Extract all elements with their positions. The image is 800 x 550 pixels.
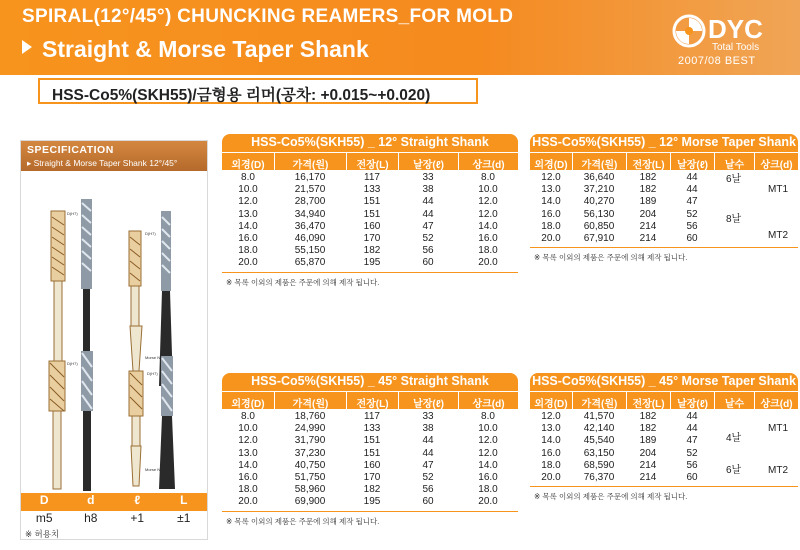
table-cell: 58,960 xyxy=(294,484,326,496)
table-cell: 65,870 xyxy=(294,257,326,269)
table-cell: 151 xyxy=(363,208,381,220)
table-cell: 10.0 xyxy=(478,184,498,196)
table-cell: 18.0 xyxy=(478,484,498,496)
table-cell: 14.0 xyxy=(478,220,498,232)
table-cell: 68,590 xyxy=(583,459,615,471)
table-cell: 37,230 xyxy=(294,447,326,459)
table-cell: 33 xyxy=(422,172,434,183)
table-cell: 56 xyxy=(422,484,434,496)
table-cell: 195 xyxy=(363,496,381,508)
page-title: SPIRAL(12°/45°) CHUNCKING REAMERS_FOR MOLD xyxy=(22,6,514,27)
tolerance-header: L xyxy=(180,493,188,507)
table-cell: 8.0 xyxy=(241,172,255,183)
table-cell: 44 xyxy=(422,447,434,459)
table-cell: 151 xyxy=(363,447,381,459)
table-cell: 76,370 xyxy=(583,471,615,483)
table-cell: 160 xyxy=(363,459,381,471)
table-cell: 52 xyxy=(686,208,698,220)
table-title: HSS-Co5%(SKH55) _ 12° Straight Shank xyxy=(222,134,518,152)
page-subtitle xyxy=(22,36,369,63)
table-cell: 10.0 xyxy=(238,184,258,196)
table-cell: 18.0 xyxy=(541,220,561,232)
table-row xyxy=(530,423,798,435)
column-header: 가격(원) xyxy=(274,153,346,170)
column-header: 날수 xyxy=(714,153,754,170)
table-cell: 12.0 xyxy=(478,447,498,459)
tolerance-value: h8 xyxy=(84,511,98,525)
table-cell: 12.0 xyxy=(478,196,498,208)
table-cell: 55,150 xyxy=(294,245,326,257)
table-cell: 56 xyxy=(686,459,698,471)
table-cell: 14.0 xyxy=(238,459,258,471)
table-cell: 160 xyxy=(363,220,381,232)
tolerance-value: ±1 xyxy=(177,511,191,525)
shank-type: MT2 xyxy=(768,230,788,241)
table-cell: 20.0 xyxy=(541,232,561,244)
table-cell: 56 xyxy=(422,245,434,257)
table-cell: 16.0 xyxy=(541,447,561,459)
flute-count: 8날 xyxy=(726,214,742,225)
table-row xyxy=(222,460,518,472)
table-cell: 44 xyxy=(686,184,698,196)
spec-header xyxy=(21,141,207,171)
flute-count: 4날 xyxy=(726,433,742,444)
table-row xyxy=(222,484,518,496)
table-cell: 69,900 xyxy=(294,496,326,508)
table-cell: 12.0 xyxy=(541,172,561,183)
table-cell: 44 xyxy=(422,208,434,220)
column-header: 가격(원) xyxy=(274,392,346,409)
table-cell: 20.0 xyxy=(238,496,258,508)
reamer-drawing-morse-12 xyxy=(129,231,142,371)
table-cell: 214 xyxy=(639,220,657,232)
table-cell: 56 xyxy=(686,220,698,232)
table-header-row xyxy=(222,391,518,409)
table-cell: 18.0 xyxy=(541,459,561,471)
table-cell: 189 xyxy=(639,196,657,208)
table-cell: 47 xyxy=(422,220,434,232)
table-note: ※ 목록 이외의 제품은 주문에 의해 제작 됩니다. xyxy=(226,516,380,526)
table-cell: 195 xyxy=(363,257,381,269)
column-header: 날수 xyxy=(714,392,754,409)
page-header xyxy=(0,0,800,75)
table-cell: 13.0 xyxy=(541,184,561,196)
column-header: 외경(D) xyxy=(231,399,265,410)
column-header: 전장(L) xyxy=(346,153,398,170)
table-cell: 133 xyxy=(363,423,381,435)
table-cell: 60 xyxy=(686,471,698,483)
table-cell: 13.0 xyxy=(541,423,561,435)
column-header: 전장(L) xyxy=(626,153,670,170)
table-cell: 16.0 xyxy=(238,471,258,483)
reamer-drawing-morse-45 xyxy=(129,371,143,486)
table-row xyxy=(222,221,518,233)
column-header: 가격(원) xyxy=(572,392,626,409)
table-45-straight-shank xyxy=(222,373,518,527)
table-12-straight-shank xyxy=(222,134,518,288)
table-cell: 214 xyxy=(639,232,657,244)
tolerance-header-row xyxy=(21,493,207,511)
table-cell: 151 xyxy=(363,196,381,208)
shank-type: MT1 xyxy=(768,184,788,195)
table-cell: 67,910 xyxy=(583,232,615,244)
table-cell: 33 xyxy=(422,411,434,422)
table-cell: 170 xyxy=(363,232,381,244)
table-row xyxy=(222,172,518,184)
tolerance-header: ℓ xyxy=(134,493,141,507)
column-header: 외경(D) xyxy=(231,160,265,171)
table-cell: 8.0 xyxy=(241,411,255,422)
tolerance-value: m5 xyxy=(35,511,53,525)
table-cell: 182 xyxy=(639,411,657,422)
table-cell: 63,150 xyxy=(583,447,615,459)
table-row xyxy=(530,435,798,447)
triangle-bullet-icon xyxy=(22,40,32,54)
table-cell: 47 xyxy=(422,459,434,471)
table-cell: 18,760 xyxy=(294,411,326,422)
reamer-drawings xyxy=(21,171,207,493)
table-cell: 37,210 xyxy=(583,184,615,196)
table-row xyxy=(222,435,518,447)
column-header: 상크(d) xyxy=(754,153,798,170)
table-cell: 182 xyxy=(639,184,657,196)
table-cell: 21,570 xyxy=(294,184,326,196)
table-row xyxy=(222,411,518,423)
table-cell: 14.0 xyxy=(238,220,258,232)
table-cell: 16.0 xyxy=(478,232,498,244)
table-row xyxy=(530,472,798,484)
table-cell: 42,140 xyxy=(583,423,615,435)
table-cell: 13.0 xyxy=(238,447,258,459)
tolerance-note: ※ 허용치 xyxy=(25,529,60,539)
table-cell: 20.0 xyxy=(478,257,498,269)
table-cell: 40,270 xyxy=(583,196,615,208)
logo-award: 2007/08 BEST xyxy=(678,55,756,67)
table-cell: 182 xyxy=(639,423,657,435)
table-row xyxy=(530,460,798,472)
table-cell: 204 xyxy=(639,447,657,459)
table-cell: 41,570 xyxy=(583,411,615,422)
table-row xyxy=(222,209,518,221)
table-header-row xyxy=(530,391,798,409)
table-cell: 182 xyxy=(363,484,381,496)
table-note: ※ 목록 이외의 제품은 주문에 의해 제작 됩니다. xyxy=(226,277,380,287)
table-cell: 189 xyxy=(639,435,657,447)
column-header: 상크(d) xyxy=(458,392,518,409)
table-cell: 60 xyxy=(422,496,434,508)
table-cell: 18.0 xyxy=(238,245,258,257)
spec-title: SPECIFICATION xyxy=(27,144,114,156)
table-cell: 151 xyxy=(363,435,381,447)
column-header: 외경(D) xyxy=(534,160,568,171)
table-row xyxy=(530,233,798,245)
table-cell: 28,700 xyxy=(294,196,326,208)
table-cell: 36,470 xyxy=(294,220,326,232)
spec-subtitle-text: Straight & Morse Taper Shank 12°/45° xyxy=(33,158,178,168)
table-cell: 117 xyxy=(364,411,380,422)
table-cell: 44 xyxy=(686,423,698,435)
table-cell: 47 xyxy=(686,196,698,208)
table-title: HSS-Co5%(SKH55) _ 45° Straight Shank xyxy=(222,373,518,391)
table-row xyxy=(222,448,518,460)
table-cell: 34,940 xyxy=(294,208,326,220)
drawing-label-morse: Morse N° xyxy=(145,355,162,360)
table-cell: 60,850 xyxy=(583,220,615,232)
table-cell: 12.0 xyxy=(238,435,258,447)
column-header: 전장(L) xyxy=(346,392,398,409)
table-cell: 10.0 xyxy=(478,423,498,435)
tolerance-header: D xyxy=(39,493,49,507)
table-cell: 10.0 xyxy=(238,423,258,435)
logo-name: DYC xyxy=(708,14,763,44)
reamer-photo-straight-45 xyxy=(81,351,93,491)
table-row xyxy=(530,184,798,196)
table-row xyxy=(530,196,798,208)
flute-count: 6날 xyxy=(726,174,742,185)
column-header: 날장(ℓ) xyxy=(398,153,458,170)
table-body xyxy=(222,409,518,512)
reamer-drawing-straight-12 xyxy=(51,211,65,381)
tolerance-value: +1 xyxy=(130,511,145,525)
material-subtitle: HSS-Co5%(SKH55)/금형용 리머(공차: +0.015~+0.020) xyxy=(38,78,478,104)
drawing-label-dh7: D(H7) xyxy=(67,211,78,216)
tolerance-header: d xyxy=(87,493,95,507)
table-cell: 12.0 xyxy=(478,435,498,447)
table-cell: 20.0 xyxy=(238,257,258,269)
table-row xyxy=(222,496,518,508)
table-cell: 38 xyxy=(422,184,434,196)
table-cell: 8.0 xyxy=(481,172,495,183)
table-cell: 36,640 xyxy=(583,172,615,183)
table-cell: 51,750 xyxy=(294,471,326,483)
table-cell: 44 xyxy=(686,172,698,183)
table-cell: 40,750 xyxy=(294,459,326,471)
spec-subtitle: ▸ Straight & Morse Taper Shank 12°/45° xyxy=(27,158,178,168)
table-cell: 44 xyxy=(422,196,434,208)
table-row xyxy=(222,233,518,245)
shank-type: MT1 xyxy=(768,423,788,434)
table-cell: 20.0 xyxy=(541,471,561,483)
page-subtitle-text: Straight & Morse Taper Shank xyxy=(42,36,369,62)
table-row xyxy=(530,209,798,221)
table-45-morse-taper-shank xyxy=(530,373,798,502)
column-header: 날장(ℓ) xyxy=(670,392,714,409)
table-body xyxy=(530,170,798,248)
table-cell: 16,170 xyxy=(294,172,326,183)
dyc-logo-icon xyxy=(672,14,706,48)
column-header: 상크(d) xyxy=(754,392,798,409)
table-row xyxy=(222,245,518,257)
table-cell: 12.0 xyxy=(478,208,498,220)
table-cell: 24,990 xyxy=(294,423,326,435)
table-cell: 52 xyxy=(686,447,698,459)
table-cell: 133 xyxy=(363,184,381,196)
table-cell: 12.0 xyxy=(238,196,258,208)
table-body xyxy=(530,409,798,487)
table-cell: 47 xyxy=(686,435,698,447)
table-cell: 170 xyxy=(363,471,381,483)
table-cell: 182 xyxy=(363,245,381,257)
table-cell: 204 xyxy=(639,208,657,220)
table-row xyxy=(530,411,798,423)
table-cell: 16.0 xyxy=(541,208,561,220)
table-cell: 60 xyxy=(422,257,434,269)
column-header: 가격(원) xyxy=(572,153,626,170)
table-row xyxy=(222,257,518,269)
drawing-label-dh7: D(H7) xyxy=(67,361,78,366)
table-cell: 52 xyxy=(422,471,434,483)
table-row xyxy=(222,423,518,435)
table-row xyxy=(530,448,798,460)
shank-type: MT2 xyxy=(768,465,788,476)
table-cell: 14.0 xyxy=(478,459,498,471)
table-cell: 182 xyxy=(639,172,657,183)
table-row xyxy=(530,172,798,184)
specification-panel xyxy=(20,140,208,540)
table-title: HSS-Co5%(SKH55) _ 12° Morse Taper Shank xyxy=(530,134,798,152)
table-row xyxy=(530,221,798,233)
table-cell: 45,540 xyxy=(583,435,615,447)
table-cell: 60 xyxy=(686,232,698,244)
table-cell: 16.0 xyxy=(478,471,498,483)
logo-tagline: Total Tools xyxy=(712,42,760,53)
table-title: HSS-Co5%(SKH55) _ 45° Morse Taper Shank xyxy=(530,373,798,391)
table-header-row xyxy=(530,152,798,170)
drawing-label-dh7: D(H7) xyxy=(147,371,158,376)
table-note: ※ 목록 이외의 제품은 주문에 의해 제작 됩니다. xyxy=(534,492,688,502)
column-header: 날장(ℓ) xyxy=(398,392,458,409)
drawing-label-dh7: D(H7) xyxy=(145,231,156,236)
table-cell: 214 xyxy=(639,459,657,471)
table-row xyxy=(222,184,518,196)
table-row xyxy=(222,196,518,208)
table-header-row xyxy=(222,152,518,170)
brand-logo xyxy=(672,14,790,69)
reamer-drawing-straight-45 xyxy=(49,361,65,489)
table-cell: 56,130 xyxy=(583,208,615,220)
table-body xyxy=(222,170,518,273)
table-cell: 12.0 xyxy=(541,411,561,422)
table-cell: 18.0 xyxy=(478,245,498,257)
table-cell: 18.0 xyxy=(238,484,258,496)
table-cell: 13.0 xyxy=(238,208,258,220)
table-cell: 214 xyxy=(639,471,657,483)
table-cell: 8.0 xyxy=(481,411,495,422)
table-cell: 52 xyxy=(422,232,434,244)
table-cell: 31,790 xyxy=(294,435,326,447)
table-note: ※ 목록 이외의 제품은 주문에 의해 제작 됩니다. xyxy=(534,253,688,263)
table-12-morse-taper-shank xyxy=(530,134,798,263)
flute-count: 6날 xyxy=(726,465,742,476)
table-row xyxy=(222,472,518,484)
table-cell: 16.0 xyxy=(238,232,258,244)
drawing-label-morse: Morse N° xyxy=(145,467,162,472)
table-cell: 117 xyxy=(364,172,380,183)
table-cell: 14.0 xyxy=(541,196,561,208)
table-cell: 46,090 xyxy=(294,232,326,244)
column-header: 전장(L) xyxy=(626,392,670,409)
column-header: 외경(D) xyxy=(534,399,568,410)
table-cell: 20.0 xyxy=(478,496,498,508)
column-header: 날장(ℓ) xyxy=(670,153,714,170)
column-header: 상크(d) xyxy=(458,153,518,170)
table-cell: 14.0 xyxy=(541,435,561,447)
table-cell: 44 xyxy=(422,435,434,447)
tolerance-value-row xyxy=(21,511,207,527)
table-cell: 38 xyxy=(422,423,434,435)
table-cell: 44 xyxy=(686,411,698,422)
